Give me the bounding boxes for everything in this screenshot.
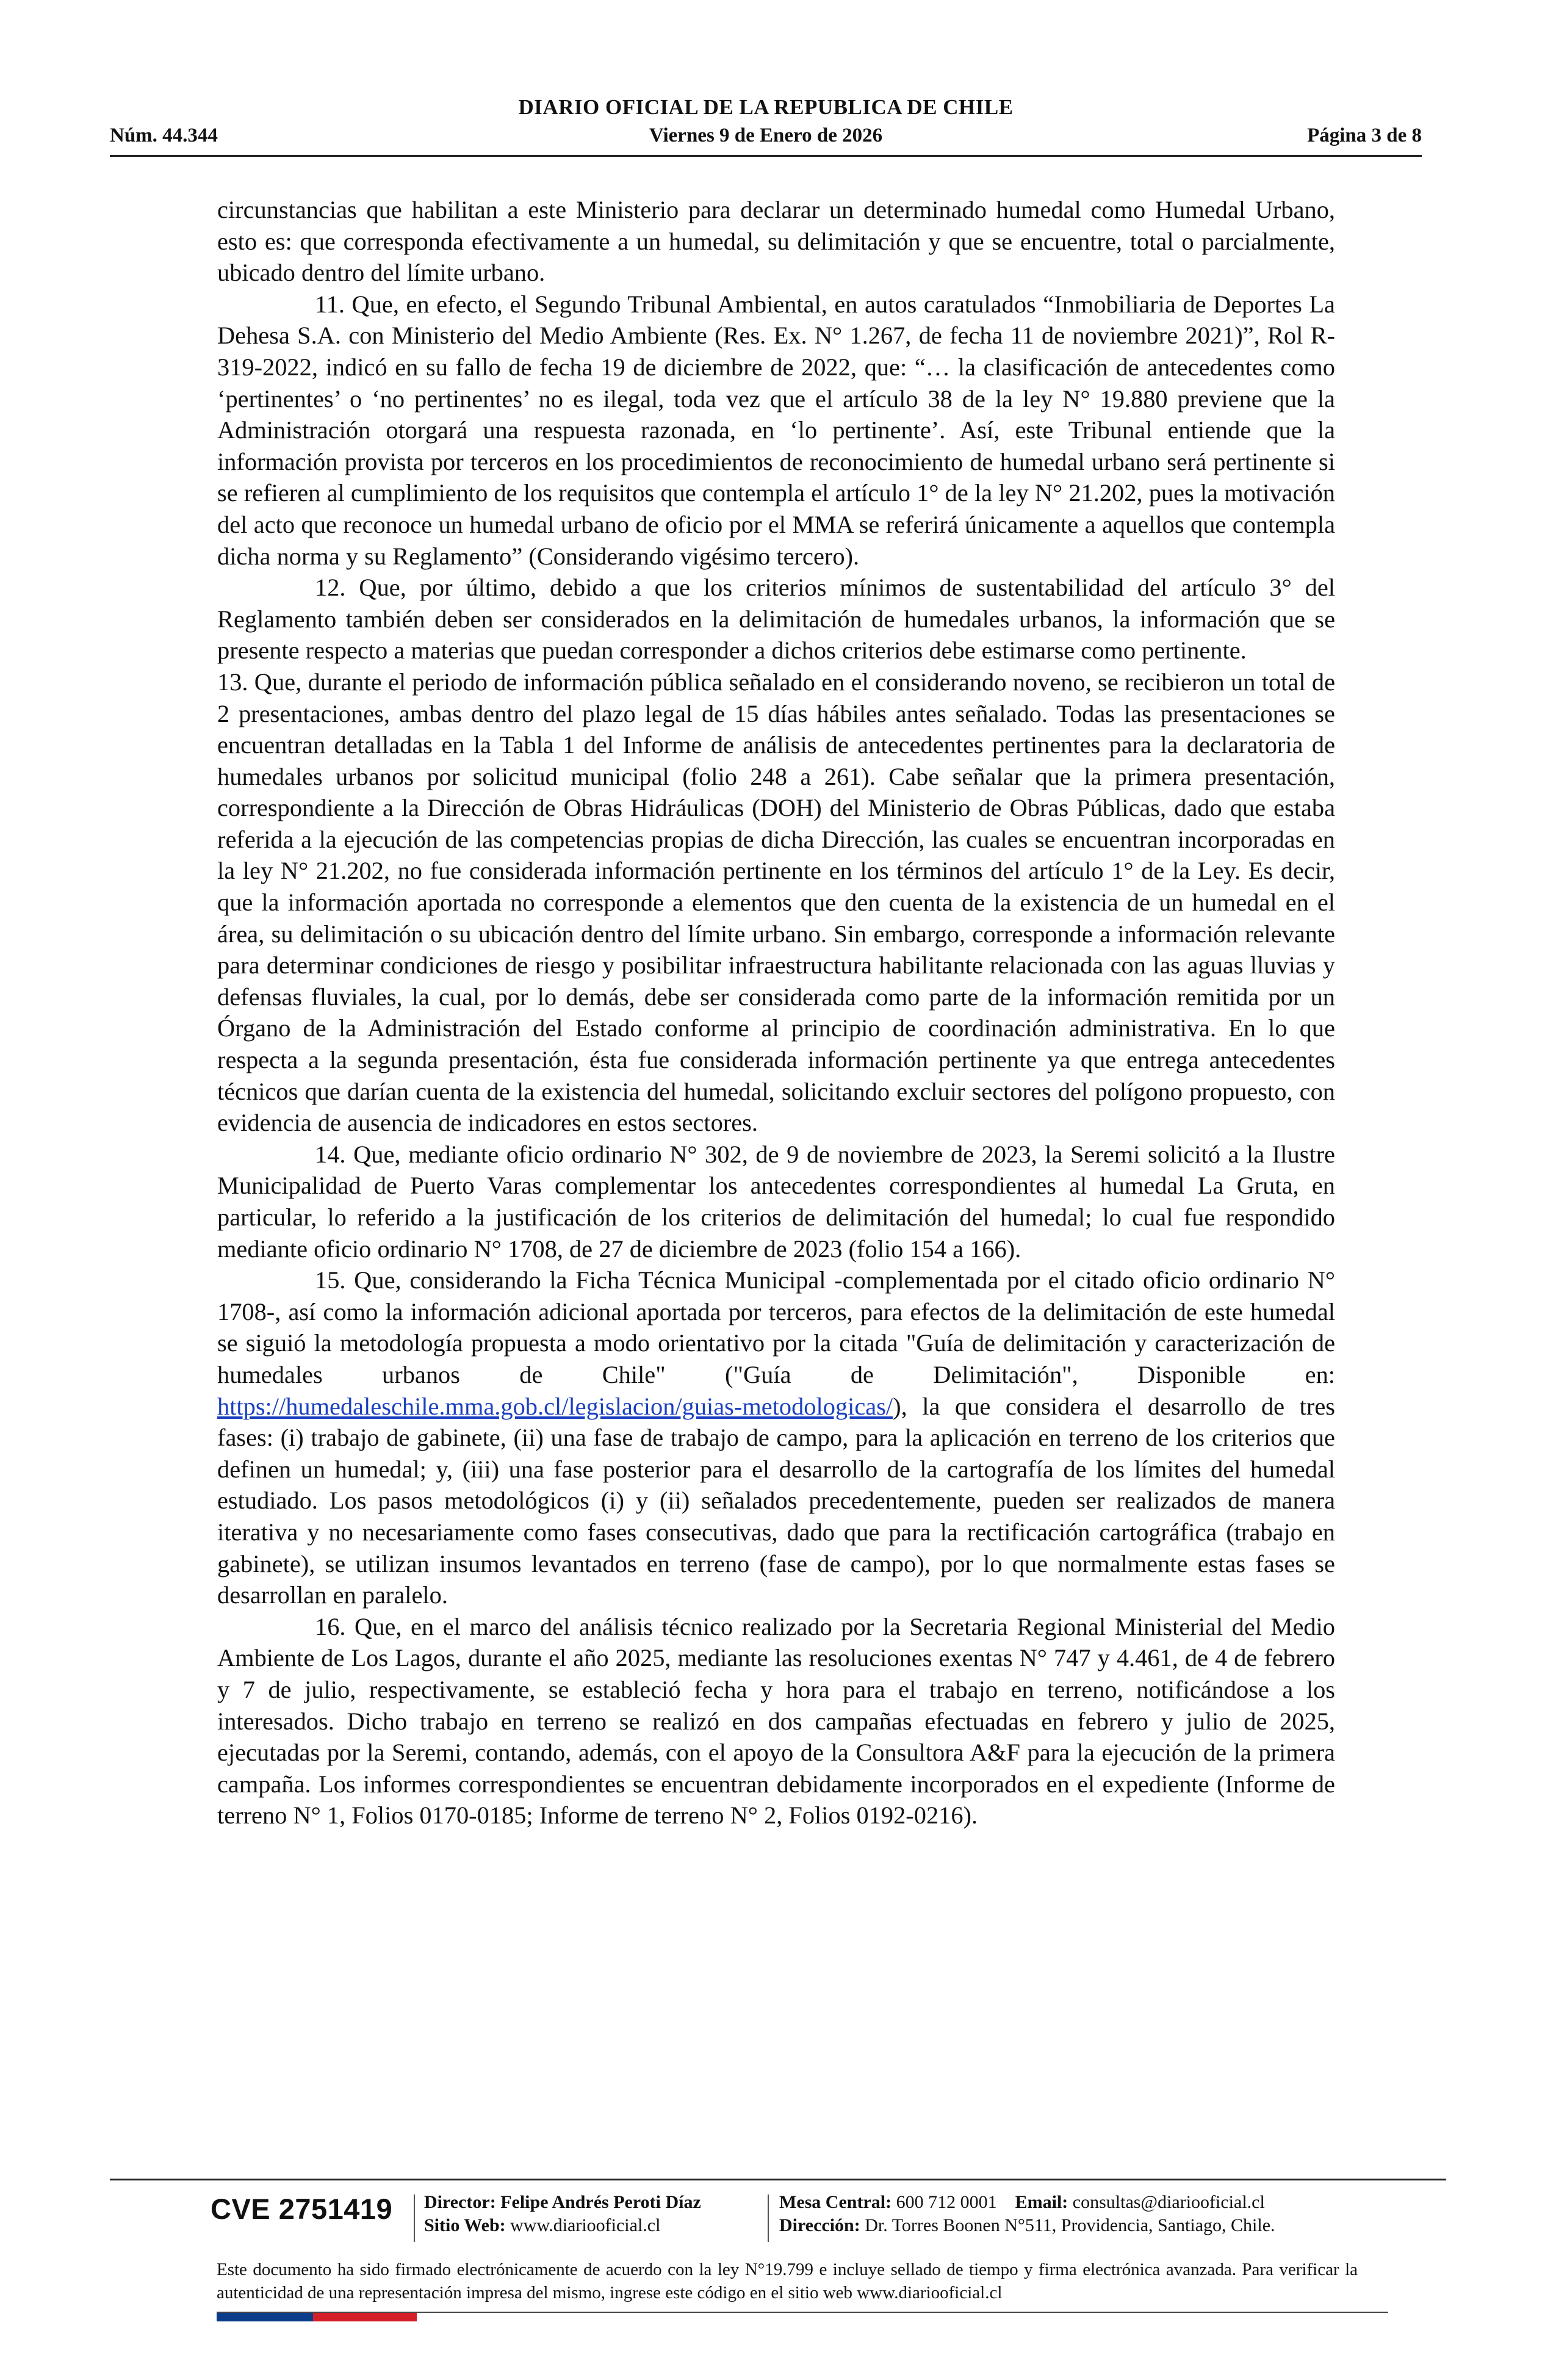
email-label: Email:	[1015, 2192, 1068, 2212]
document-body	[217, 194, 1335, 1831]
paragraph-15	[217, 1264, 1335, 1611]
issue-number: Núm. 44.344	[110, 124, 218, 146]
email-value[interactable]: consultas@diariooficial.cl	[1072, 2192, 1265, 2212]
paragraph-12: 12. Que, por último, debido a que los criterios mínimos de sustentabilidad del artículo 3° del Reglamento también deben ser considerados en la delimitación de humedales urbanos, la información que se presente respecto a materias que puedan corresponder a dichos criterios debe estimarse como pertinente.	[217, 574, 1335, 665]
page-header	[110, 93, 1422, 160]
flag-stripe-red	[313, 2313, 417, 2321]
phone-value: 600 712 0001	[896, 2192, 997, 2212]
page-indicator: Página 3 de 8	[1307, 124, 1422, 146]
director-label: Director:	[424, 2192, 496, 2212]
director-name: Felipe Andrés Peroti Díaz	[500, 2192, 701, 2212]
paragraph-14: 14. Que, mediante oficio ordinario N° 302, de 9 de noviembre de 2023, la Seremi solicitó a la Ilustre Municipalidad de Puerto Varas complementar los antecedentes correspondientes al humedal La Gruta, en particular, lo referido a la justificación de los criterios de delimitación del humedal; lo cual fue respondido mediante oficio ordinario N° 1708, de 27 de diciembre de 2023 (folio 154 a 166).	[217, 1140, 1335, 1263]
signature-note: Este documento ha sido firmado electrónicamente de acuerdo con la ley N°19.799 e incluye sellado de tiempo y firma electrónica avanzada. Para verificar la autenticidad de una representación impresa del mismo, ingrese este código en el sitio web www.diariooficial.cl	[217, 2260, 1358, 2302]
issue-date: Viernes 9 de Enero de 2026	[649, 124, 883, 146]
guide-link[interactable]: https://humedaleschile.mma.gob.cl/legislacion/guias-metodologicas/	[217, 1392, 893, 1420]
footer-separator	[768, 2194, 769, 2242]
header-divider	[110, 155, 1422, 157]
paragraph-continuation: circunstancias que habilitan a este Ministerio para declarar un determinado humedal como Humedal Urbano, esto es: que corresponda efectivamente a un humedal, su delimitación y que se encuentre, total o parcialmente, ubicado dentro del límite urbano.	[217, 196, 1335, 287]
paragraph-15-text-a: 15. Que, considerando la Ficha Técnica Municipal -complementada por el citado oficio ordinario N° 1708-, así como la información adicional aportada por terceros, para efectos de la delimitación de este humedal se siguió la metodología propuesta a modo orientativo por la citada "Guía de delimitación y caracterización de humedales urbanos de Chile" ("Guía de Delimitación", Disponible en:	[217, 1266, 1335, 1388]
paragraph-13: 13. Que, durante el periodo de información pública señalado en el considerando noveno, se recibieron un total de 2 presentaciones, ambas dentro del plazo legal de 15 días hábiles antes señalado. Todas las presentaciones se encuentran detalladas en la Tabla 1 del Informe de análisis de antecedentes pertinentes para la declaratoria de humedales urbanos por solicitud municipal (folio 248 a 261). Cabe señalar que la primera presentación, correspondiente a la Dirección de Obras Hidráulicas (DOH) del Ministerio de Obras Públicas, dado que estaba referida a la ejecución de las competencias propias de dicha Dirección, las cuales se encuentran incorporadas en la ley N° 21.202, no fue considerada información pertinente en los términos del artículo 1° de la Ley. Es decir, que la información aportada no corresponde a elementos que den cuenta de la existencia de un humedal en el área, su delimitación o su ubicación dentro del límite urbano. Sin embargo, corresponde a información relevante para determinar condiciones de riesgo y posibilitar infraestructura habilitante relacionada con las aguas lluvias y defensas fluviales, la cual, por lo demás, debe ser considerada como parte de la información remitida por un Órgano de la Administración del Estado conforme al principio de coordinación administrativa. En lo que respecta a la segunda presentación, ésta fue considerada información pertinente ya que entrega antecedentes técnicos que darían cuenta de la existencia del humedal, solicitando excluir sectores del polígono propuesto, con evidencia de ausencia de indicadores en estos sectores.	[217, 668, 1335, 1137]
publication-title: DIARIO OFICIAL DE LA REPUBLICA DE CHILE	[518, 95, 1014, 119]
address-value: Dr. Torres Boonen N°511, Providencia, Santiago, Chile.	[865, 2215, 1275, 2235]
paragraph-11: 11. Que, en efecto, el Segundo Tribunal Ambiental, en autos caratulados “Inmobiliaria de Deportes La Dehesa S.A. con Ministerio del Medio Ambiente (Res. Ex. N° 1.267, de fecha 11 de noviembre 2021)”, Rol R-319-2022, indicó en su fallo de fecha 19 de diciembre de 2022, que: “… la clasificación de antecedentes como ‘pertinentes’ o ‘no pertinentes’ no es ilegal, toda vez que el artículo 38 de la ley N° 19.880 previene que la Administración otorgará una respuesta razonada, en ‘lo pertinente’. Así, este Tribunal entiende que la información provista por terceros en los procedimientos de reconocimiento de humedal urbano será pertinente si se refieren al cumplimiento de los requisitos que contempla el artículo 1° de la ley N° 21.202, pues la motivación del acto que reconoce un humedal urbano de oficio por el MMA se referirá únicamente a aquellos que contempla dicha norma y su Reglamento” (Considerando vigésimo tercero).	[217, 290, 1335, 570]
paragraph-16: 16. Que, en el marco del análisis técnico realizado por la Secretaria Regional Ministerial del Medio Ambiente de Los Lagos, durante el año 2025, mediante las resoluciones exentas N° 747 y 4.461, de 4 de febrero y 7 de julio, respectivamente, se estableció fecha y hora para el trabajo en terreno, notificándose a los interesados. Dicho trabajo en terreno se realizó en dos campañas efectuadas en febrero y julio de 2025, ejecutadas por la Seremi, contando, además, con el apoyo de la Consultora A&F para la ejecución de la primera campaña. Los informes correspondientes se encuentran debidamente incorporados en el expediente (Informe de terreno N° 1, Folios 0170-0185; Informe de terreno N° 2, Folios 0192-0216).	[217, 1612, 1335, 1830]
footer-director-block	[424, 2191, 701, 2237]
page-footer	[110, 2179, 1446, 2362]
site-label: Sitio Web:	[424, 2215, 506, 2235]
address-label: Dirección:	[779, 2215, 860, 2235]
phone-label: Mesa Central:	[779, 2192, 892, 2212]
footer-contact-block	[779, 2191, 1275, 2237]
footer-separator	[414, 2194, 415, 2242]
site-url[interactable]: www.diariooficial.cl	[510, 2215, 661, 2235]
flag-stripe-blue	[217, 2313, 313, 2321]
footer-divider	[110, 2179, 1446, 2180]
cve-code: CVE 2751419	[211, 2193, 393, 2225]
paragraph-15-text-b: ), la que considera el desarrollo de tres fases: (i) trabajo de gabinete, (ii) una fase de trabajo de campo, para la aplicación en terreno de los criterios que definen un humedal; y, (iii) una fase posterior para el desarrollo de la cartografía de los límites del humedal estudiado. Los pasos metodológicos (i) y (ii) señalados precedentemente, pueden ser realizados de manera iterativa y no necesariamente como fases consecutivas, dado que para la rectificación cartográfica (trabajo en gabinete), se utilizan insumos levantados en terreno (fase de campo), por lo que normalmente estas fases se desarrollan en paralelo.	[217, 1392, 1335, 1609]
